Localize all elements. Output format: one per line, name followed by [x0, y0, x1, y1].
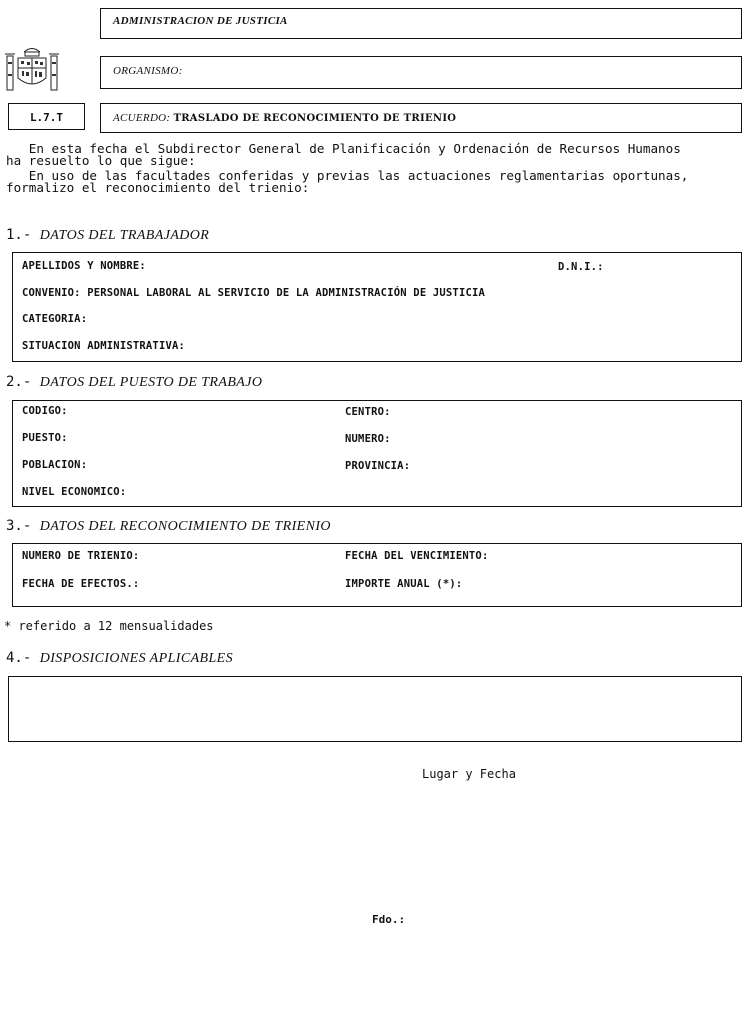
numero-label: NUMERO: — [345, 433, 391, 445]
form-code-box — [8, 103, 85, 130]
acuerdo-label: ACUERDO: — [113, 112, 171, 124]
form-code: L.7.T — [29, 111, 64, 124]
importe-anual-label: IMPORTE ANUAL (*): — [345, 578, 463, 590]
section-2-title: DATOS DEL PUESTO DE TRABAJO — [39, 375, 263, 390]
administration-title: ADMINISTRACION DE JUSTICIA — [113, 15, 288, 27]
intro-line-4: formalizo el reconocimiento del trienio: — [6, 180, 310, 195]
intro-line-2: ha resuelto lo que sigue: — [6, 153, 196, 168]
coat-of-arms-icon — [4, 44, 60, 96]
firma-label: Fdo.: — [372, 913, 406, 926]
organismo-header — [100, 56, 742, 89]
numero-trienio-label: NUMERO DE TRIENIO: — [22, 550, 140, 562]
disposiciones-box — [8, 676, 742, 742]
situacion-label: SITUACION ADMINISTRATIVA: — [22, 340, 186, 352]
lugar-y-fecha: Lugar y Fecha — [422, 767, 516, 781]
intro-line-1: En esta fecha el Subdirector General de Planificación y Ordenación de Recursos Humanos — [6, 141, 681, 156]
apellidos-label: APELLIDOS Y NOMBRE: — [22, 260, 146, 272]
categoria-label: CATEGORIA: — [22, 313, 88, 325]
section-2-heading — [6, 374, 262, 391]
organismo-label: ORGANISMO: — [113, 65, 183, 77]
fecha-vencimiento-label: FECHA DEL VENCIMIENTO: — [345, 550, 489, 562]
dni-label: D.N.I.: — [558, 261, 604, 273]
provincia-label: PROVINCIA: — [345, 460, 411, 472]
section-1-heading — [6, 227, 209, 244]
nivel-economico-label: NIVEL ECONOMICO: — [22, 486, 127, 498]
convenio-label: CONVENIO: PERSONAL LABORAL AL SERVICIO DE LA ADMINISTRACIÓN DE JUSTICIA — [22, 287, 486, 299]
section-3-number: 3.- — [6, 518, 32, 534]
fecha-efectos-label: FECHA DE EFECTOS.: — [22, 578, 140, 590]
acuerdo-text: TRASLADO DE RECONOCIMIENTO DE TRIENIO — [173, 113, 457, 124]
administration-header — [100, 8, 742, 39]
poblacion-label: POBLACION: — [22, 459, 88, 471]
puesto-label: PUESTO: — [22, 432, 68, 444]
section-4-title: DISPOSICIONES APLICABLES — [39, 651, 234, 666]
acuerdo-header — [100, 103, 742, 133]
section-1-title: DATOS DEL TRABAJADOR — [39, 228, 210, 243]
section-4-number: 4.- — [6, 650, 32, 666]
section-4-heading — [6, 650, 233, 667]
codigo-label: CODIGO: — [22, 405, 68, 417]
centro-label: CENTRO: — [345, 406, 391, 418]
section-3-heading — [6, 518, 331, 535]
intro-line-3: En uso de las facultades conferidas y previas las actuaciones reglamentarias oportunas, — [6, 168, 689, 183]
section-2-number: 2.- — [6, 374, 32, 390]
footnote: * referido a 12 mensualidades — [4, 619, 214, 633]
section-1-number: 1.- — [6, 227, 32, 243]
section-3-title: DATOS DEL RECONOCIMIENTO DE TRIENIO — [39, 519, 331, 534]
